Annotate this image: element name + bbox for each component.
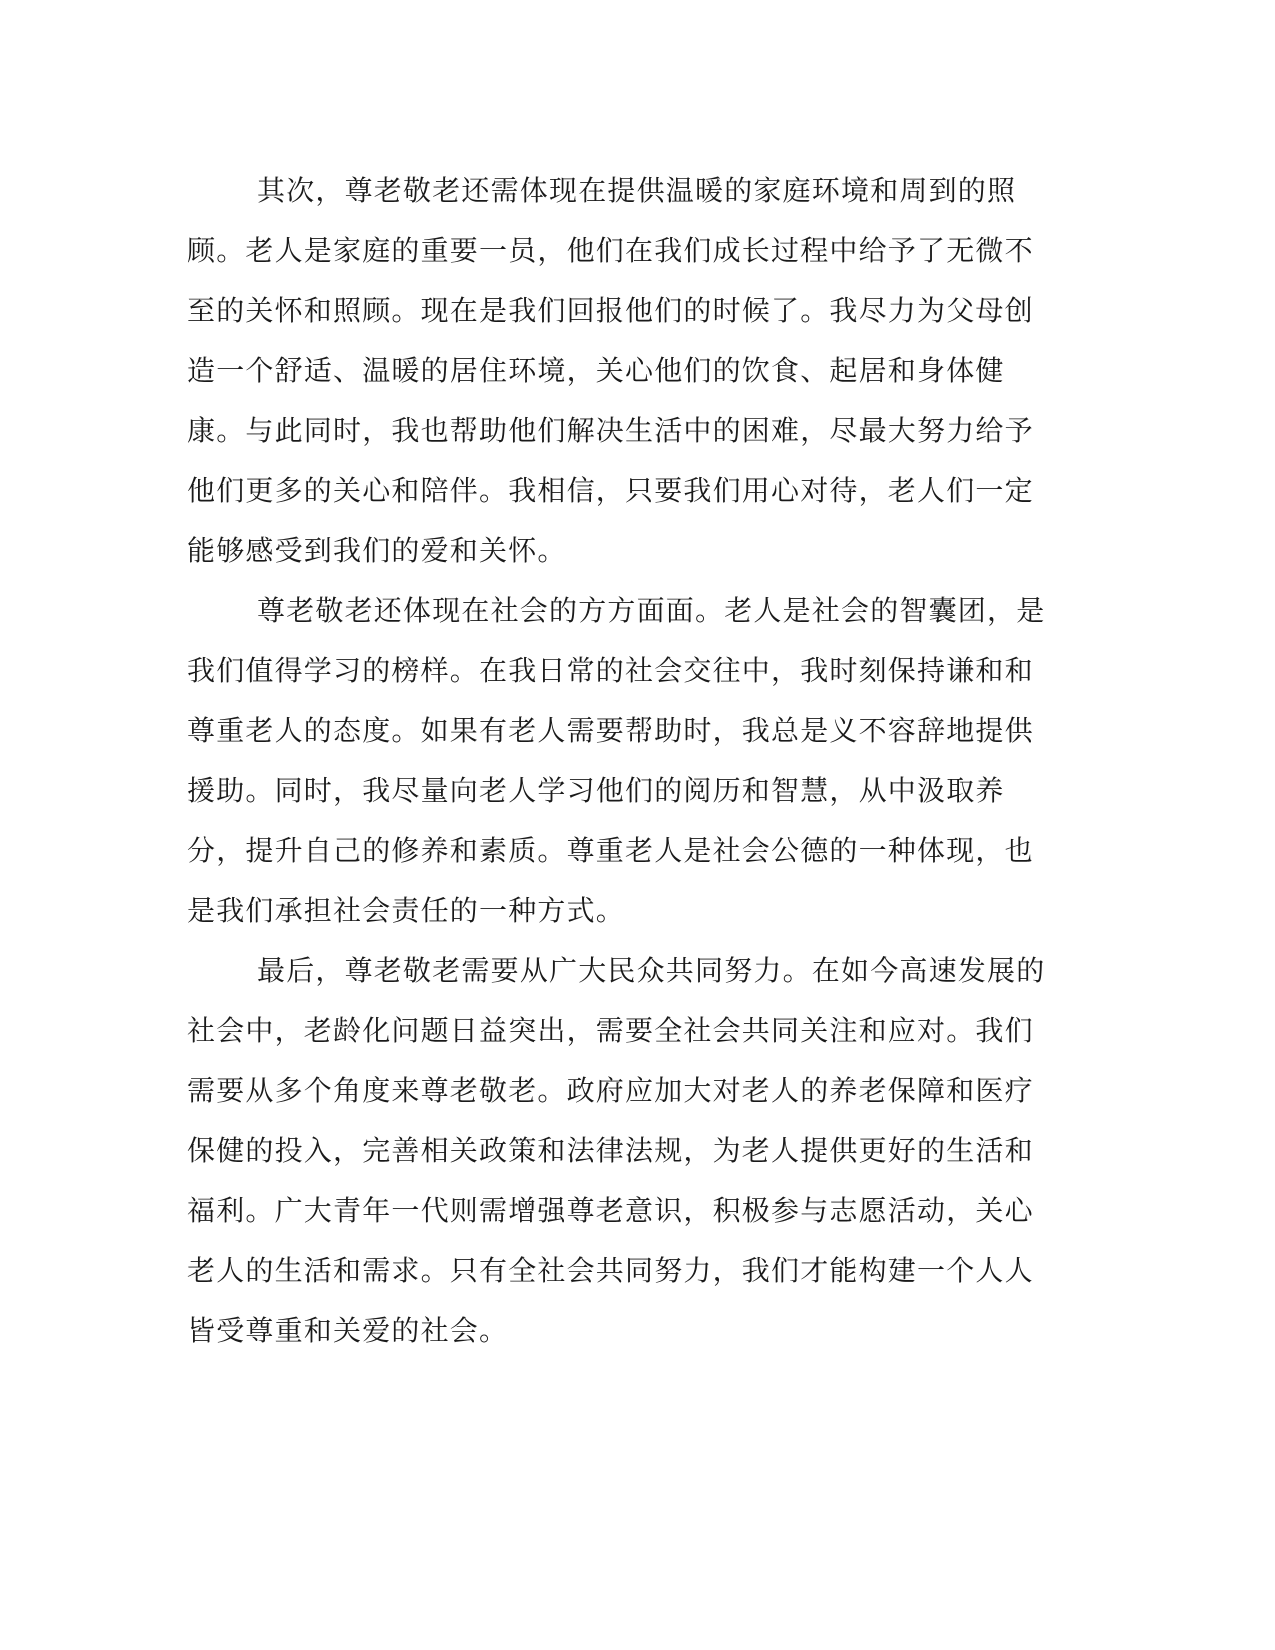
paragraph-social-respect: 尊老敬老还体现在社会的方方面面。老人是社会的智囊团，是我们值得学习的榜样。在我日常的社会交往中，我时刻保持谦和和尊重老人的态度。如果有老人需要帮助时，我总是义不容辞地提供援助。同时，我尽量向老人学习他们的阅历和智慧，从中汲取养分，提升自己的修养和素质。尊重老人是社会公德的一种体现，也是我们承担社会责任的一种方式。: [187, 594, 1046, 927]
paragraph-family-care: 其次，尊老敬老还需体现在提供温暖的家庭环境和周到的照顾。老人是家庭的重要一员，他们在我们成长过程中给予了无微不至的关怀和照顾。现在是我们回报他们的时候了。我尽力为父母创造一个舒适、温暖的居住环境，关心他们的饮食、起居和身体健康。与此同时，我也帮助他们解决生活中的困难，尽最大努力给予他们更多的关心和陪伴。我相信，只要我们用心对待，老人们一定能够感受到我们的爱和关怀。: [187, 174, 1034, 567]
paragraph-public-effort: 最后，尊老敬老需要从广大民众共同努力。在如今高速发展的社会中，老龄化问题日益突出，需要全社会共同关注和应对。我们需要从多个角度来尊老敬老。政府应加大对老人的养老保障和医疗保健的投入，完善相关政策和法律法规，为老人提供更好的生活和福利。广大青年一代则需增强尊老意识，积极参与志愿活动，关心老人的生活和需求。只有全社会共同努力，我们才能构建一个人人皆受尊重和关爱的社会。: [187, 954, 1046, 1347]
